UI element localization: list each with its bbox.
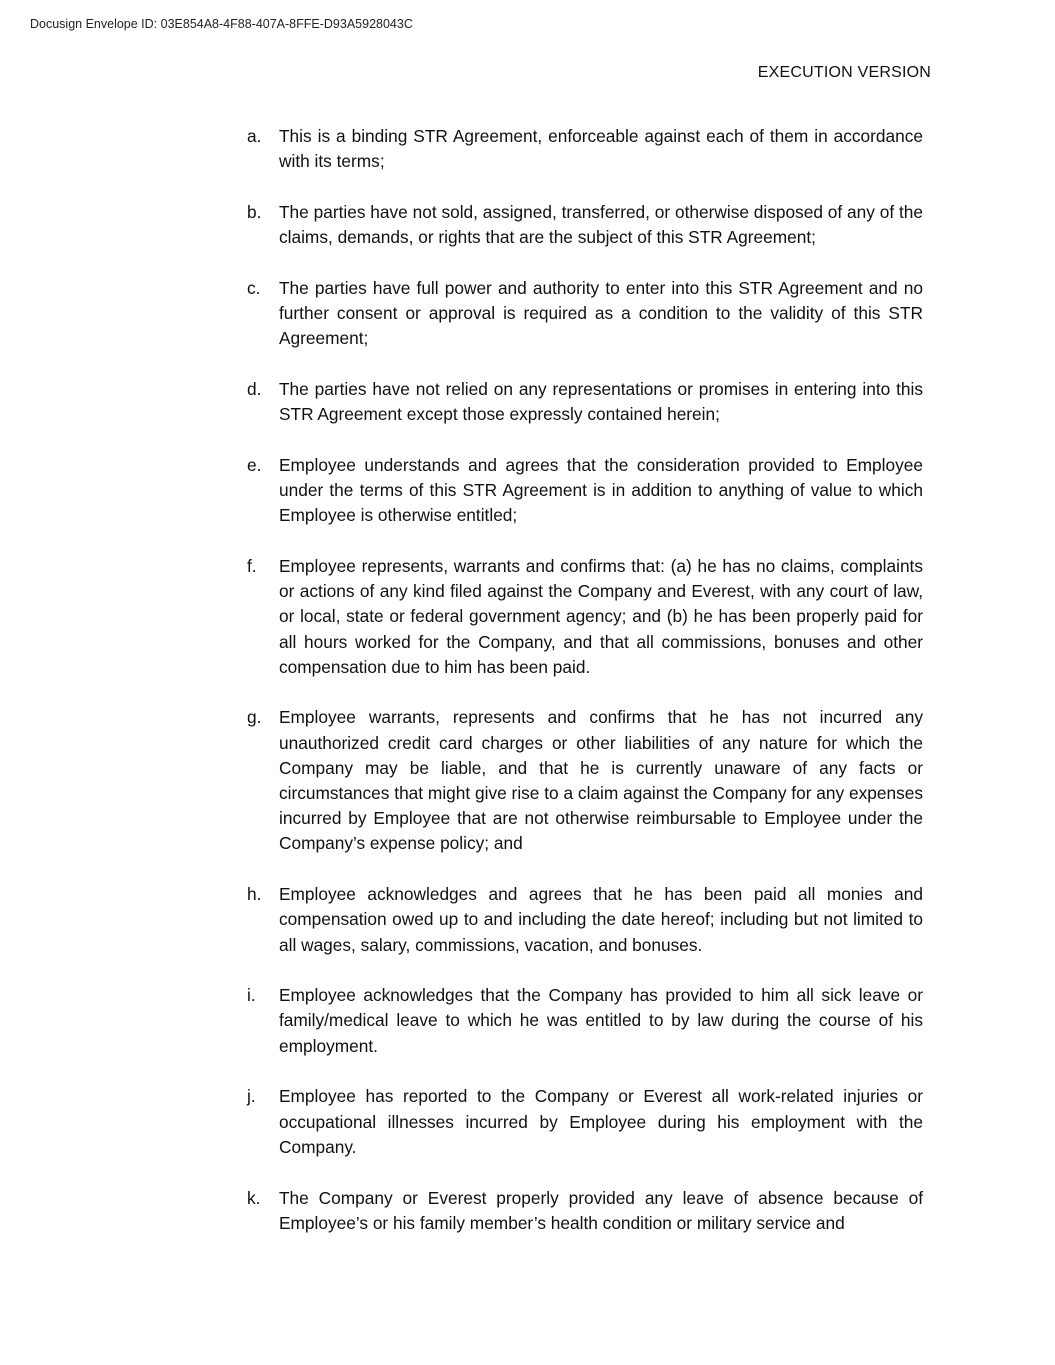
clause-letter: d. xyxy=(247,378,262,399)
envelope-id: Docusign Envelope ID: 03E854A8-4F88-407A-8FFE-D93A5928043C xyxy=(30,17,413,31)
clause-c xyxy=(247,276,923,352)
clause-letter: k. xyxy=(247,1187,261,1208)
clause-d xyxy=(247,377,923,427)
clause-text: Employee has reported to the Company or Everest all work-related injuries or occupational illnesses incurred by Employee during his employment with the Company. xyxy=(279,1086,923,1157)
clause-letter: c. xyxy=(247,277,261,298)
clause-letter: e. xyxy=(247,454,262,475)
clause-text: The parties have not relied on any representations or promises in entering into this STR Agreement except those expressly contained herein; xyxy=(279,378,923,425)
clause-text: Employee represents, warrants and confirms that: (a) he has no claims, complaints or actions of any kind filed against the Company and Everest, with any court of law, or local, state or federal government agency; and (b) he has been properly paid for all hours worked for the Company, and that all commissions, bonuses and other compensation due to him has been paid. xyxy=(279,555,923,677)
clause-letter: i. xyxy=(247,985,256,1006)
clause-e xyxy=(247,453,923,529)
clause-letter: b. xyxy=(247,201,262,222)
clause-text: Employee warrants, represents and confirms that he has not incurred any unauthorized credit card charges or other liabilities of any nature for which the Company may be liable, and that he is currently unaware of any facts or circumstances that might give rise to a claim against the Company for any expenses incurred by Employee that are not otherwise reimbursable to Employee under the Company’s expense policy; and xyxy=(279,707,923,854)
clause-text: Employee acknowledges that the Company has provided to him all sick leave or family/medical leave to which he was entitled to by law during the course of his employment. xyxy=(279,985,923,1056)
clause-a xyxy=(247,124,923,174)
clause-k xyxy=(247,1186,923,1236)
clause-j xyxy=(247,1084,923,1160)
clause-text: This is a binding STR Agreement, enforceable against each of them in accordance with its terms; xyxy=(279,126,923,172)
version-label: EXECUTION VERSION xyxy=(757,64,931,81)
clause-h xyxy=(247,882,923,958)
clause-letter: h. xyxy=(247,884,262,905)
clause-letter: j. xyxy=(247,1086,256,1107)
clause-g xyxy=(247,705,923,856)
clause-text: Employee acknowledges and agrees that he has been paid all monies and compensation owed up to and including the date hereof; including but not limited to all wages, salary, commissions, vacation, and bonuses. xyxy=(279,884,923,955)
clause-text: Employee understands and agrees that the consideration provided to Employee under the terms of this STR Agreement is in addition to anything of value to which Employee is otherwise entitled; xyxy=(279,454,923,526)
clause-i xyxy=(247,983,923,1059)
clause-text: The Company or Everest properly provided any leave of absence because of Employee’s or his family member’s health condition or military service and xyxy=(279,1187,923,1233)
clause-letter: g. xyxy=(247,707,262,728)
clause-text: The parties have not sold, assigned, transferred, or otherwise disposed of any of the claims, demands, or rights that are the subject of this STR Agreement; xyxy=(279,201,923,248)
clause-letter: f. xyxy=(247,555,257,576)
clause-list xyxy=(247,124,923,1261)
clause-letter: a. xyxy=(247,126,262,146)
clause-f xyxy=(247,554,923,680)
clause-text: The parties have full power and authority to enter into this STR Agreement and no further consent or approval is required as a condition to the validity of this STR Agreement; xyxy=(279,277,923,349)
clause-b xyxy=(247,200,923,250)
